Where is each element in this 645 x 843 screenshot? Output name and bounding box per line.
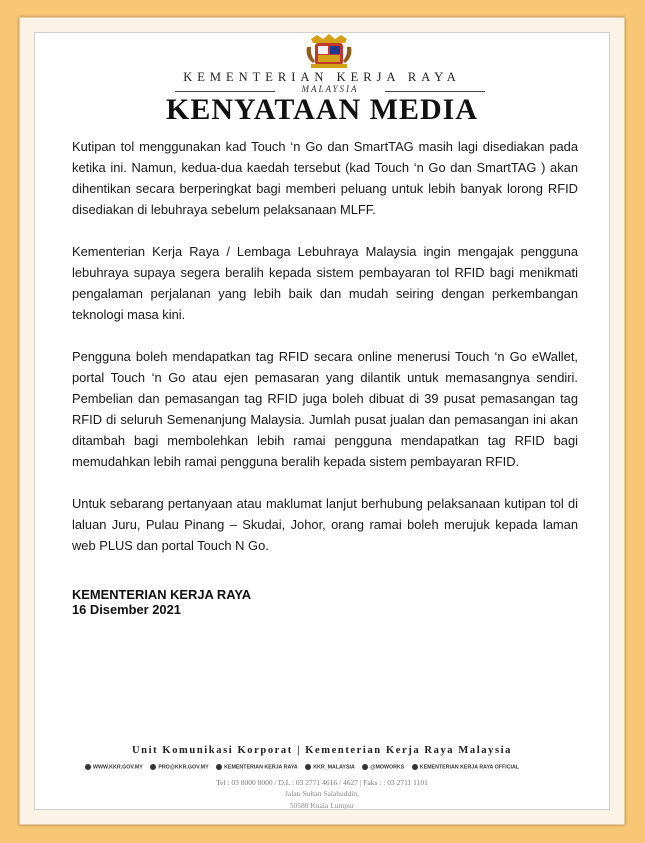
ministry-name: KEMENTERIAN KERJA RAYA — [183, 70, 461, 84]
page-title: KENYATAAN MEDIA — [166, 93, 478, 126]
paragraph: Kutipan tol menggunakan kad Touch ‘n Go dan SmartTAG masih lagi disediakan pada ketika ini. Namun, kedua-dua kaedah tersebut (kad Touch ‘n Go dan SmartTAG ) akan dihentikan secara berperingkat bagi memberi peluang untuk lebih banyak lorong RFID disediakan di lebuhraya sebelum pelaksanaan MLFF. — [72, 139, 578, 217]
press-release-page — [34, 32, 610, 810]
country-name: MALAYSIA — [301, 84, 359, 94]
footer-unit: Unit Komunikasi Korporat | Kementerian Kerja Raya Malaysia — [131, 745, 513, 756]
paragraph: Untuk sebarang pertanyaan atau maklumat lanjut berhubung pelaksanaan kutipan tol di laluan Juru, Pulau Pinang – Skudai, Johor, orang ramai boleh merujuk kepada laman web PLUS dan portal Touch N Go. — [72, 496, 578, 553]
coat-of-arms-icon — [303, 33, 355, 69]
youtube-icon — [412, 764, 418, 770]
social-link[interactable]: KKR_MALAYSIA — [305, 764, 355, 770]
social-link[interactable]: WWW.KKR.GOV.MY — [85, 764, 143, 770]
document-frame — [19, 17, 625, 825]
social-link[interactable]: PRO@KKR.GOV.MY — [150, 764, 208, 770]
paragraph: Pengguna boleh mendapatkan tag RFID secara online menerusi Touch ‘n Go eWallet, portal Touch ‘n Go atau ejen pemasaran yang dilantik untuk memasangnya sendiri. Pembelian dan pemasangan tag RFID juga boleh dibuat di 39 pusat pemasangan tag RFID di seluruh Semenanjung Malaysia. Jumlah pusat jualan dan pemasangan ini akan ditambah bagi membolehkan lebih ramai pengguna mendapatkan tag RFID bagi memudahkan lebih ramai pengguna beralih kepada sistem pembayaran RFID. — [72, 349, 578, 469]
instagram-icon — [362, 764, 368, 770]
social-link[interactable]: KEMENTERIAN KERJA RAYA — [216, 764, 298, 770]
twitter-icon — [305, 764, 311, 770]
social-link[interactable]: @MOWORKS — [362, 764, 404, 770]
signature-block — [72, 587, 251, 617]
address-line: 50580 Kuala Lumpur — [289, 801, 355, 810]
social-links — [85, 764, 555, 770]
contact-info: Tel : 03 8000 8000 / D.L : 03 2771 4616 / 4627 | Faks : : 03 2711 1101 — [216, 778, 428, 787]
social-link[interactable]: KEMENTERIAN KERJA RAYA OFFICIAL — [412, 764, 519, 770]
address-line: Jalan Sultan Salahuddin, — [285, 789, 359, 798]
globe-icon — [85, 764, 91, 770]
facebook-icon — [216, 764, 222, 770]
body-text — [72, 136, 578, 577]
signature-org: KEMENTERIAN KERJA RAYA — [72, 587, 252, 602]
paragraph: Kementerian Kerja Raya / Lembaga Lebuhraya Malaysia ingin mengajak pengguna lebuhraya supaya segera beralih kepada sistem pembayaran tol RFID bagi menikmati pengalaman perjalanan yang lebih baik dan mudah seiring dengan perkembangan teknologi masa kini. — [72, 244, 578, 322]
email-icon — [150, 764, 156, 770]
signature-date: 16 Disember 2021 — [72, 602, 181, 617]
